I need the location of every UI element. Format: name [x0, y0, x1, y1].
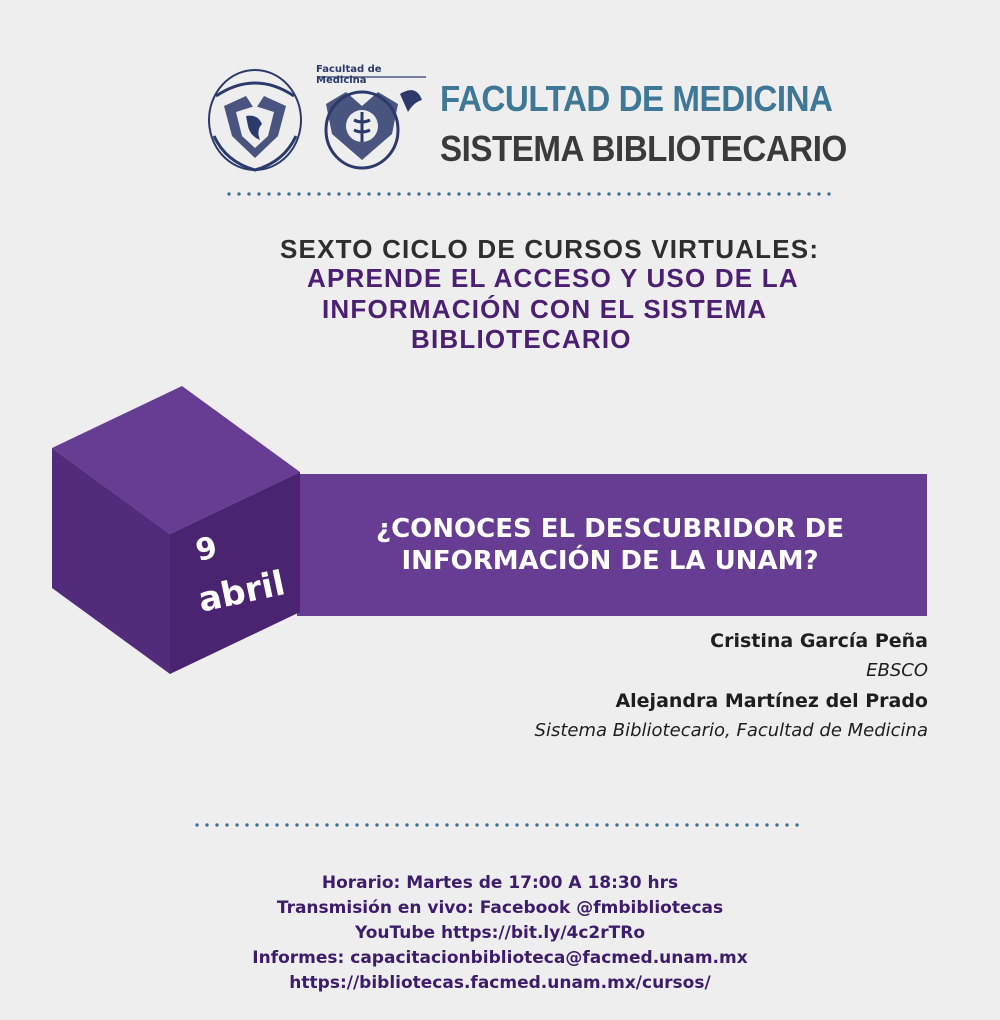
- youtube-link[interactable]: YouTube https://bit.ly/4c2rTRo: [354, 923, 646, 943]
- faculty-title: FACULTAD DE MEDICINA: [440, 78, 833, 119]
- facultad-medicina-logo: [316, 64, 428, 174]
- live-stream-text[interactable]: Transmisión en vivo: Facebook @fmbibliotecas: [276, 898, 724, 918]
- session-month: abril: [194, 563, 289, 621]
- library-system-title: SISTEMA BIBLIOTECARIO: [440, 128, 847, 169]
- session-day: 9: [192, 530, 221, 569]
- speaker-name: Cristina García Peña: [710, 630, 928, 652]
- logo-small-label: Facultad de Medicina: [316, 64, 382, 86]
- dotted-divider: [224, 192, 834, 196]
- cycle-heading-line: SEXTO CICLO DE CURSOS VIRTUALES:: [280, 234, 820, 264]
- schedule-text: Horario: Martes de 17:00 A 18:30 hrs: [321, 873, 679, 893]
- speaker-organization: Sistema Bibliotecario, Facultad de Medicina: [534, 720, 928, 741]
- courses-url[interactable]: https://bibliotecas.facmed.unam.mx/cursos/: [289, 973, 711, 993]
- session-title: ¿CONOCES EL DESCUBRIDOR DE INFORMACIÓN DE LA UNAM?: [376, 514, 844, 576]
- speaker-name: Alejandra Martínez del Prado: [615, 690, 928, 712]
- speaker-organization: EBSCO: [866, 660, 928, 681]
- cycle-heading-line: INFORMACIÓN CON EL SISTEMA: [322, 294, 768, 324]
- contact-email[interactable]: Informes: capacitacionbiblioteca@facmed.unam.mx: [252, 948, 748, 968]
- date-cube-graphic: [48, 382, 308, 677]
- dotted-divider: [192, 823, 804, 827]
- cycle-heading-line: BIBLIOTECARIO: [411, 324, 632, 354]
- cycle-heading-line: APRENDE EL ACCESO Y USO DE LA: [307, 263, 799, 293]
- unam-seal-logo: [206, 66, 304, 174]
